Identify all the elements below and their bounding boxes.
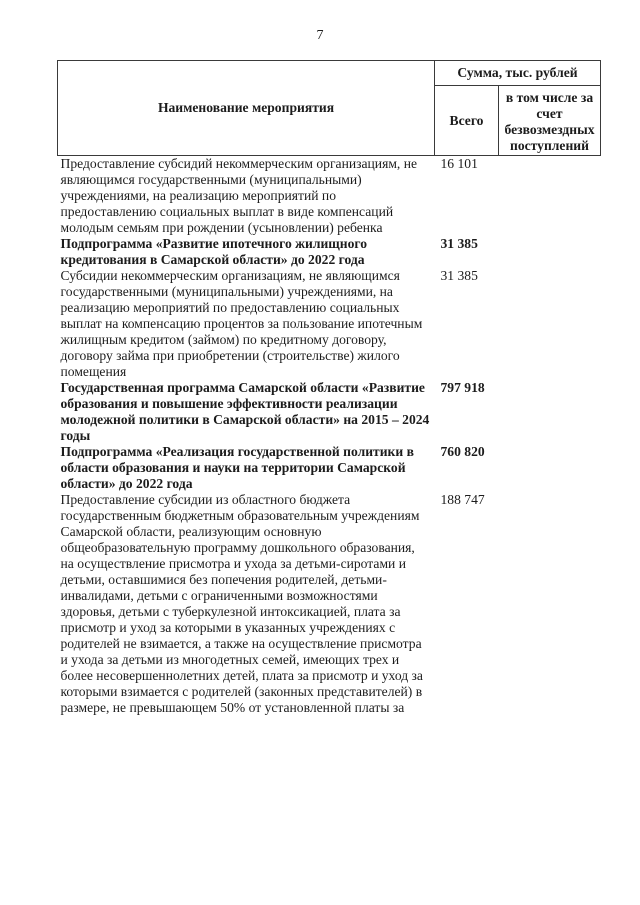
row-total: 188 747 bbox=[440, 492, 485, 507]
table-row bbox=[58, 268, 601, 380]
header-sum: Сумма, тыс. рублей bbox=[435, 61, 601, 86]
row-total: 797 918 bbox=[440, 380, 485, 395]
table-body bbox=[58, 156, 601, 717]
row-grants bbox=[499, 268, 601, 380]
row-total: 31 385 bbox=[440, 236, 478, 251]
table-row bbox=[58, 444, 601, 492]
row-total: 760 820 bbox=[440, 444, 485, 459]
table-row bbox=[58, 236, 601, 268]
table-row bbox=[58, 156, 601, 237]
row-measure-name: Подпрограмма «Развитие ипотечного жилищного кредитования в Самарской области» до 2022 года bbox=[60, 236, 368, 267]
page-number: 7 bbox=[316, 28, 324, 43]
table-row bbox=[58, 380, 601, 444]
header-grants: в том числе за счет безвозмездных поступлений bbox=[499, 86, 601, 156]
row-measure-name: Государственная программа Самарской области «Развитие образования и повышение эффективности реализации молодежной политики в Самарской области» на 2015 – 2024 годы bbox=[60, 380, 430, 443]
row-total: 16 101 bbox=[440, 156, 478, 171]
row-grants bbox=[499, 156, 601, 237]
table-header bbox=[58, 61, 601, 156]
row-measure-name: Подпрограмма «Реализация государственной политики в области образования и науки на территории Самарской области» до 2022 года bbox=[60, 444, 414, 491]
header-total: Всего bbox=[435, 86, 499, 156]
row-measure-name: Субсидии некоммерческим организациям, не являющимся государственными (муниципальными) учреждениями, на реализацию мероприятий по предоставлению социальных выплат на компенсацию процентов за пользование ипотечным жилищным кредитом (займом) по кредитному договору, договору займа при приобретении (строительстве) жилого помещения bbox=[60, 268, 423, 379]
row-measure-name: Предоставление субсидий некоммерческим организациям, не являющимся государственными (муниципальными) учреждениями, на реализацию мероприятий по предоставлению социальных выплат в виде компенсаций молодым семьям при рождении (усыновлении) ребенка bbox=[60, 156, 418, 235]
header-measure-name: Наименование мероприятия bbox=[58, 61, 435, 156]
table-row bbox=[58, 492, 601, 716]
row-grants bbox=[499, 380, 601, 444]
row-total: 31 385 bbox=[440, 268, 478, 283]
row-grants bbox=[499, 492, 601, 716]
row-grants bbox=[499, 236, 601, 268]
row-measure-name: Предоставление субсидии из областного бюджета государственным бюджетным образовательным учреждениям Самарской области, реализующим основную общеобразовательную программу дошкольного образования, на осуществление присмотра и ухода за детьми-сиротами и детьми, оставшимися без попечения родителей, детьми-инвалидами, детьми с ограниченными возможностями здоровья, детьми с туберкулезной интоксикацией, плата за присмотр и уход за которыми в указанных учреждениях с родителей не взимается, а также на осуществление присмотра и ухода за детьми из многодетных семей, имеющих трех и более несовершеннолетних детей, плата за присмотр и уход за которыми взимается с родителей (законных представителей) в размере, не превышающем 50% от установленной платы за bbox=[60, 492, 423, 715]
budget-table bbox=[57, 60, 601, 716]
row-grants bbox=[499, 444, 601, 492]
